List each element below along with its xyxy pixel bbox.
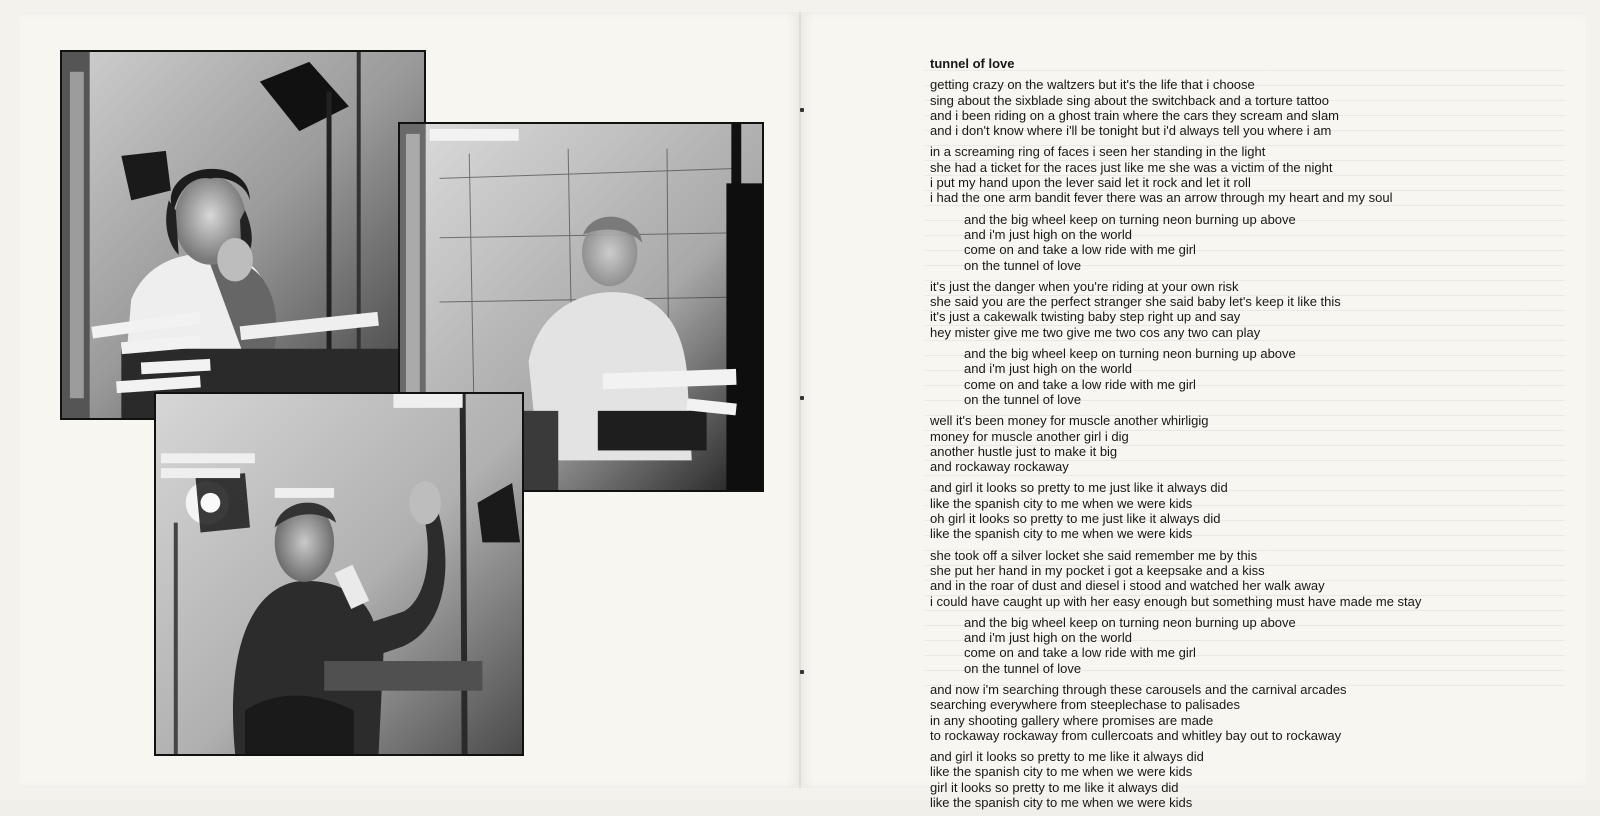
lyric-line: it's just the danger when you're riding at your own risk bbox=[930, 278, 1239, 294]
lyric-line: and i'm just high on the world bbox=[964, 630, 1132, 646]
verse-stanza bbox=[930, 749, 1570, 810]
verse-stanza bbox=[930, 77, 1570, 138]
lyric-line: hey mister give me two give me two cos any two can play bbox=[930, 324, 1261, 340]
verse-stanza bbox=[930, 682, 1570, 743]
staple-mark bbox=[800, 670, 804, 674]
lyric-line: on the tunnel of love bbox=[964, 257, 1082, 273]
lyric-line: she put her hand in my pocket i got a keepsake and a kiss bbox=[930, 562, 1265, 578]
lyric-line: on the tunnel of love bbox=[964, 391, 1082, 407]
lyric-line: come on and take a low ride with me girl bbox=[964, 242, 1196, 258]
lyric-line: i put my hand upon the lever said let it rock and let it roll bbox=[930, 175, 1251, 191]
lyric-line: she had a ticket for the races just like me she was a victim of the night bbox=[930, 159, 1333, 175]
lyric-line: i could have caught up with her easy enough but something must have made me stay bbox=[930, 593, 1422, 609]
lyric-line: on the tunnel of love bbox=[964, 660, 1082, 676]
stanza-list bbox=[930, 77, 1570, 810]
lyric-line: and the big wheel keep on turning neon burning up above bbox=[964, 211, 1296, 227]
photo-3-image bbox=[156, 394, 522, 754]
lyric-line: girl it looks so pretty to me like it always did bbox=[930, 779, 1179, 795]
staple-mark bbox=[800, 108, 804, 112]
lyric-line: and i'm just high on the world bbox=[964, 226, 1132, 242]
lyric-line: getting crazy on the waltzers but it's the life that i choose bbox=[930, 77, 1255, 93]
chorus-stanza bbox=[930, 615, 1570, 676]
photo-gesturing-man bbox=[154, 392, 524, 756]
photo-1-image bbox=[62, 52, 424, 418]
verse-stanza bbox=[930, 279, 1570, 340]
lyric-line: and i been riding on a ghost train where the cars they scream and slam bbox=[930, 107, 1340, 123]
chorus-stanza bbox=[930, 212, 1570, 273]
lyric-line: sing about the sixblade sing about the switchback and a torture tattoo bbox=[930, 92, 1329, 108]
lyric-line: another hustle just to make it big bbox=[930, 443, 1118, 459]
lyric-line: in a screaming ring of faces i seen her standing in the light bbox=[930, 144, 1266, 160]
photo-curly-haired-man bbox=[60, 50, 426, 420]
lyric-line: and rockaway rockaway bbox=[930, 459, 1069, 475]
lyric-line: and i don't know where i'll be tonight but i'd always tell you where i am bbox=[930, 123, 1332, 139]
lyric-line: like the spanish city to me when we were kids bbox=[930, 795, 1193, 811]
lyric-line: she took off a silver locket she said remember me by this bbox=[930, 547, 1258, 563]
lyrics-block bbox=[930, 56, 1570, 816]
lyric-line: and i'm just high on the world bbox=[964, 361, 1132, 377]
lyric-line: come on and take a low ride with me girl bbox=[964, 645, 1196, 661]
verse-stanza bbox=[930, 548, 1570, 609]
lyric-line: it's just a cakewalk twisting baby step right up and say bbox=[930, 309, 1241, 325]
lyric-line: money for muscle another girl i dig bbox=[930, 428, 1129, 444]
verse-stanza bbox=[930, 144, 1570, 205]
lyric-line: come on and take a low ride with me girl bbox=[964, 376, 1196, 392]
lyric-line: like the spanish city to me when we were kids bbox=[930, 526, 1193, 542]
lyric-line: to rockaway rockaway from cullercoats and whitley bay out to rockaway bbox=[930, 727, 1342, 743]
lyric-line: and the big wheel keep on turning neon burning up above bbox=[964, 346, 1296, 362]
staple-mark bbox=[800, 396, 804, 400]
lyric-line: like the spanish city to me when we were kids bbox=[930, 764, 1193, 780]
lyric-line: she said you are the perfect stranger she said baby let's keep it like this bbox=[930, 294, 1341, 310]
lyric-line: in any shooting gallery where promises are made bbox=[930, 712, 1214, 728]
lyric-line: well it's been money for muscle another whirligig bbox=[930, 413, 1209, 429]
verse-stanza bbox=[930, 413, 1570, 474]
lyric-line: and in the roar of dust and diesel i stood and watched her walk away bbox=[930, 578, 1325, 594]
lyric-line: and the big wheel keep on turning neon burning up above bbox=[964, 614, 1296, 630]
verse-stanza bbox=[930, 480, 1570, 541]
song-title: tunnel of love bbox=[930, 56, 1015, 71]
lyric-line: searching everywhere from steeplechase to palisades bbox=[930, 697, 1241, 713]
lyric-line: i had the one arm bandit fever there was an arrow through my heart and my soul bbox=[930, 190, 1393, 206]
lyric-line: and girl it looks so pretty to me just like it always did bbox=[930, 480, 1228, 496]
chorus-stanza bbox=[930, 346, 1570, 407]
lyric-line: oh girl it looks so pretty to me just like it always did bbox=[930, 511, 1221, 527]
lyric-line: like the spanish city to me when we were kids bbox=[930, 495, 1193, 511]
lyric-line: and girl it looks so pretty to me like it always did bbox=[930, 749, 1204, 765]
lyric-line: and now i'm searching through these carousels and the carnival arcades bbox=[930, 681, 1347, 697]
